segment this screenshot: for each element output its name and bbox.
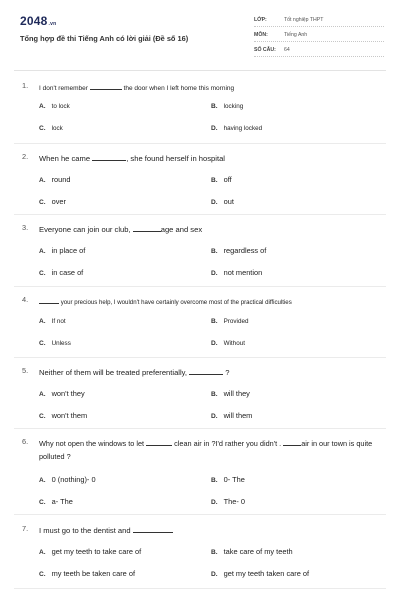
answer-blank [283, 437, 301, 446]
option-b[interactable] [211, 475, 245, 484]
question-part: the door when I left home this morning [123, 85, 235, 92]
question-number: 6. [22, 437, 29, 446]
question-number: 1. [22, 81, 29, 90]
question-divider [14, 143, 386, 144]
question-text [39, 81, 384, 95]
question-divider [14, 357, 386, 358]
option-d[interactable] [211, 125, 262, 132]
option-text: won't them [51, 411, 88, 420]
question-part: I must go to the dentist and [39, 526, 131, 535]
header-divider [14, 70, 386, 71]
option-a[interactable] [39, 547, 141, 556]
option-d[interactable] [211, 197, 234, 206]
option-letter: C. [39, 125, 46, 132]
answer-blank [90, 81, 122, 90]
option-letter: B. [211, 549, 218, 556]
option-text: 0 (nothing)- 0 [51, 475, 96, 484]
question-part: Everyone can join our club, [39, 225, 131, 234]
option-letter: A. [39, 391, 46, 398]
option-text: Provided [223, 318, 249, 325]
question-text [39, 366, 384, 379]
question-number: 4. [22, 295, 29, 304]
question-part: Why not open the windows to let [39, 439, 145, 448]
meta-table [254, 14, 384, 59]
question-text [39, 524, 384, 537]
question-number: 2. [22, 152, 29, 161]
option-text: get my teeth to take care of [51, 547, 142, 556]
option-letter: A. [39, 177, 46, 184]
answer-blank [133, 223, 161, 232]
option-a[interactable] [39, 175, 71, 184]
option-text: off [223, 175, 232, 184]
option-a[interactable] [39, 475, 96, 484]
question-part: ? [225, 368, 230, 377]
meta-key: SỐ CÂU: [254, 47, 276, 53]
document-title: Tổng hợp đề thi Tiếng Anh có lời giải (Đề số 16) [20, 34, 189, 43]
site-logo[interactable] [20, 14, 56, 28]
option-c[interactable] [39, 497, 73, 506]
option-c[interactable] [39, 569, 135, 578]
meta-row-count [254, 44, 384, 57]
answer-blank [92, 152, 126, 161]
answer-blank [189, 366, 223, 375]
question-divider [14, 286, 386, 287]
question-divider [14, 214, 386, 215]
option-text: If not [51, 318, 66, 325]
logo-sub: .vn [48, 21, 57, 27]
option-letter: C. [39, 340, 46, 347]
option-text: not mention [223, 268, 263, 277]
option-letter: C. [39, 270, 46, 277]
option-letter: B. [211, 177, 218, 184]
option-text: The- 0 [223, 497, 245, 506]
option-letter: A. [39, 103, 46, 110]
option-text: 0- The [223, 475, 245, 484]
option-letter: C. [39, 499, 46, 506]
option-letter: C. [39, 413, 46, 420]
option-a[interactable] [39, 103, 70, 110]
option-text: having locked [223, 125, 263, 132]
option-text: take care of my teeth [223, 547, 293, 556]
option-letter: B. [211, 477, 218, 484]
option-text: Without [223, 340, 245, 347]
option-text: round [51, 175, 71, 184]
meta-value: Tiếng Anh [284, 32, 308, 38]
page-header [0, 0, 400, 68]
option-d[interactable] [211, 340, 245, 347]
option-b[interactable] [211, 547, 293, 556]
meta-value: Tốt nghiệp THPT [284, 17, 324, 23]
question-text [39, 295, 384, 309]
option-a[interactable] [39, 389, 85, 398]
answer-blank [133, 524, 173, 533]
meta-row-subject [254, 29, 384, 42]
question-number: 5. [22, 366, 29, 375]
option-c[interactable] [39, 197, 66, 206]
option-text: regardless of [223, 246, 267, 255]
question-part: Neither of them will be treated preferentially, [39, 368, 188, 377]
option-text: won't they [51, 389, 85, 398]
option-d[interactable] [211, 497, 245, 506]
answer-blank [146, 437, 172, 446]
option-letter: B. [211, 103, 218, 110]
option-letter: D. [211, 413, 218, 420]
option-text: out [223, 197, 234, 206]
option-b[interactable] [211, 175, 232, 184]
question-divider [14, 588, 386, 589]
question-part: , she found herself in hospital [126, 154, 225, 163]
option-text: over [51, 197, 66, 206]
option-c[interactable] [39, 125, 63, 132]
option-c[interactable] [39, 411, 87, 420]
option-letter: B. [211, 248, 218, 255]
question-number: 3. [22, 223, 29, 232]
meta-value: 64 [284, 47, 290, 53]
option-c[interactable] [39, 340, 71, 347]
question-number: 7. [22, 524, 29, 533]
option-text: get my teeth taken care of [223, 569, 310, 578]
question-divider [14, 514, 386, 515]
option-letter: D. [211, 199, 218, 206]
option-d[interactable] [211, 268, 262, 277]
question-part: air in our town is quite polluted ? [39, 439, 373, 461]
option-text: my teeth be taken care of [51, 569, 135, 578]
question-part: your precious help, I wouldn't have certainly overcome most of the practical difficulties [60, 299, 292, 306]
answer-blank [39, 295, 59, 304]
meta-key: LỚP: [254, 17, 267, 23]
option-letter: C. [39, 199, 46, 206]
option-d[interactable] [211, 411, 252, 420]
meta-key: MÔN: [254, 32, 268, 38]
meta-row-class [254, 14, 384, 27]
option-letter: A. [39, 248, 46, 255]
option-letter: A. [39, 477, 46, 484]
option-text: Unless [51, 340, 71, 347]
option-text: locking [223, 103, 244, 110]
option-b[interactable] [211, 318, 248, 325]
option-letter: C. [39, 571, 46, 578]
option-a[interactable] [39, 246, 85, 255]
option-text: will they [223, 389, 250, 398]
option-d[interactable] [211, 569, 309, 578]
question-divider [14, 428, 386, 429]
option-letter: B. [211, 391, 218, 398]
option-text: a- The [51, 497, 73, 506]
option-text: in case of [51, 268, 84, 277]
option-text: lock [51, 125, 63, 132]
option-letter: D. [211, 270, 218, 277]
option-letter: A. [39, 549, 46, 556]
option-letter: D. [211, 571, 218, 578]
option-text: to lock [51, 103, 70, 110]
option-letter: B. [211, 318, 218, 325]
question-text [39, 437, 384, 463]
option-letter: A. [39, 318, 46, 325]
option-letter: D. [211, 499, 218, 506]
question-part: clean air in ?I'd rather you didn't . [174, 439, 282, 448]
option-text: will them [223, 411, 253, 420]
question-text [39, 152, 384, 165]
option-letter: D. [211, 340, 218, 347]
question-part: When he came [39, 154, 91, 163]
option-c[interactable] [39, 268, 83, 277]
logo-main: 2048 [20, 14, 48, 28]
option-text: in place of [51, 246, 86, 255]
option-b[interactable] [211, 389, 250, 398]
option-b[interactable] [211, 103, 243, 110]
option-b[interactable] [211, 246, 266, 255]
question-text [39, 223, 384, 236]
option-letter: D. [211, 125, 218, 132]
option-a[interactable] [39, 318, 66, 325]
question-part: age and sex [160, 225, 203, 234]
question-part: I don't remember [39, 85, 88, 92]
